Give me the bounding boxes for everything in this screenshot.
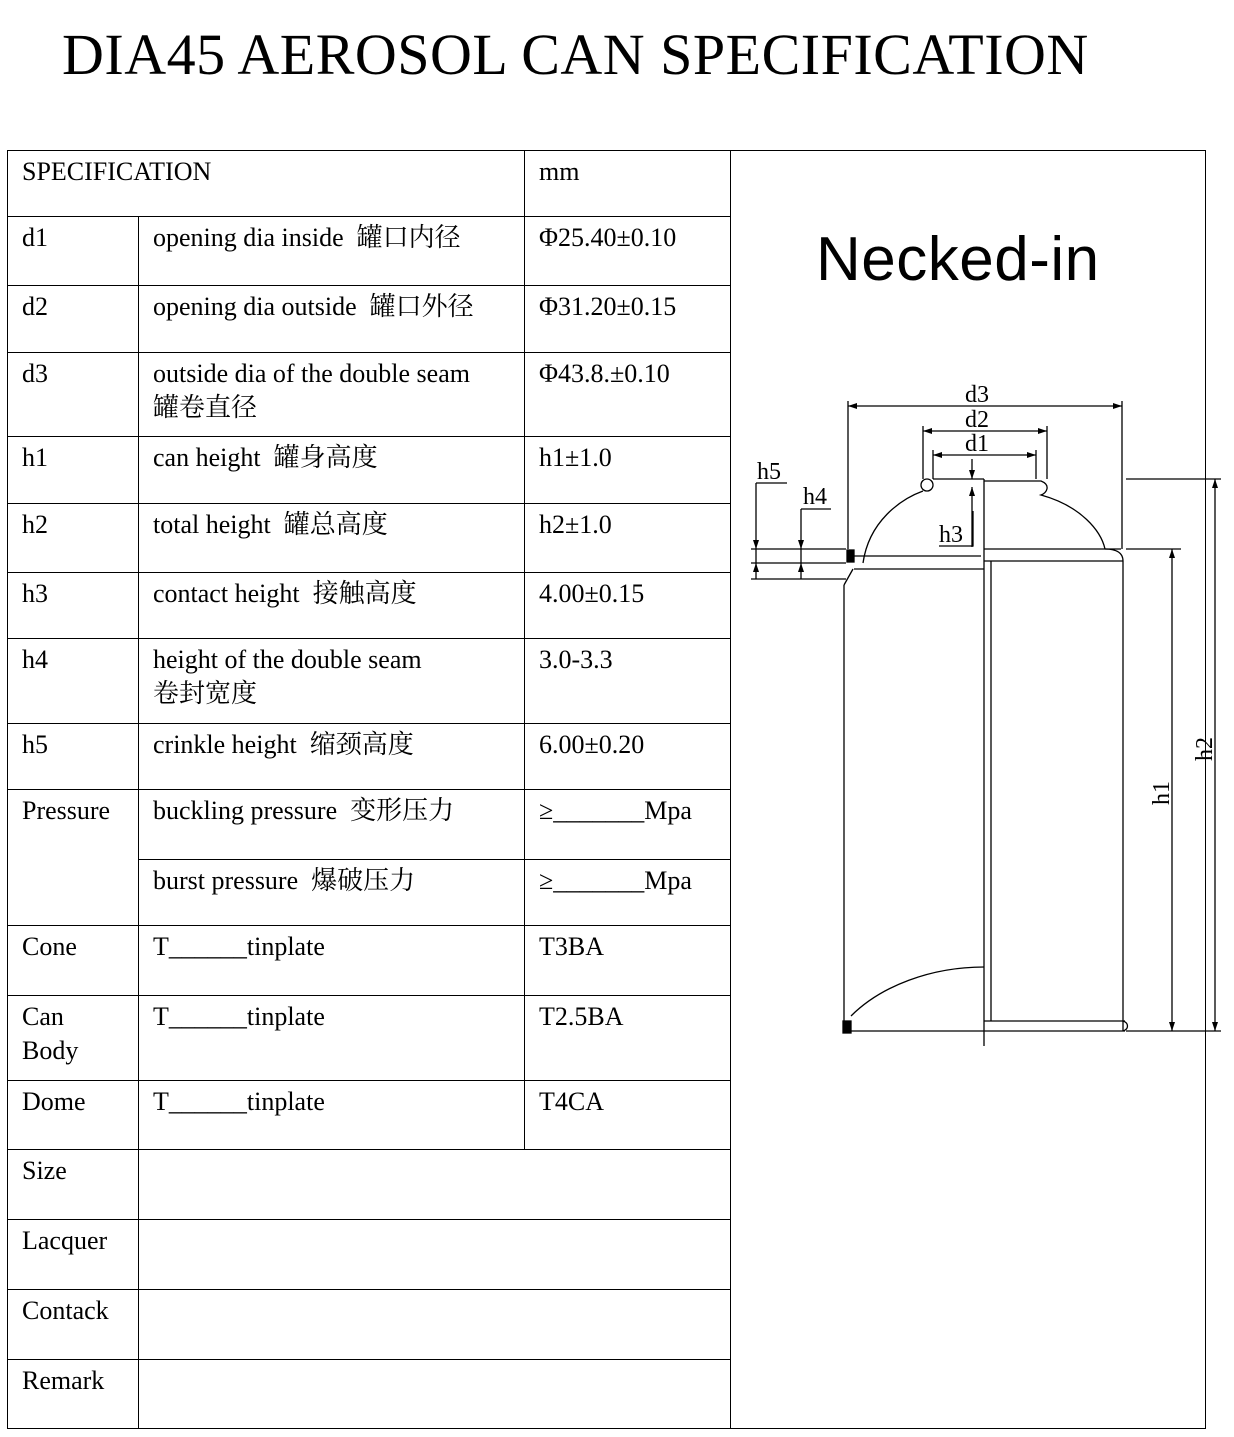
row-desc-cn: 罐总高度 xyxy=(283,510,388,539)
specification-table xyxy=(7,150,1218,1429)
h4-label: h4 xyxy=(803,484,827,510)
row-code: h2 xyxy=(8,504,139,573)
row-desc: opening dia inside xyxy=(153,223,344,252)
pressure-label: Pressure xyxy=(8,790,139,926)
d3-label: d3 xyxy=(965,382,989,408)
row-value: h1±1.0 xyxy=(525,437,731,504)
contack-value[interactable] xyxy=(139,1290,731,1360)
row-code: h3 xyxy=(8,573,139,639)
buckling-desc-cn: 变形压力 xyxy=(350,796,455,825)
can-diagram xyxy=(731,151,1218,1431)
buckling-value: ≥_______Mpa xyxy=(525,790,731,860)
burst-desc-cn: 爆破压力 xyxy=(311,866,416,895)
d2-label: d2 xyxy=(965,407,989,433)
burst-desc: burst pressure xyxy=(153,866,299,895)
row-code: d1 xyxy=(8,217,139,286)
row-desc-cn: 罐口外径 xyxy=(369,292,474,321)
material-value: T4CA xyxy=(525,1081,731,1150)
valve-cup-curl xyxy=(921,479,933,491)
material-spec: T______tinplate xyxy=(139,1081,525,1150)
remark-value[interactable] xyxy=(139,1360,731,1429)
row-desc-cn: 卷封宽度 xyxy=(153,679,258,708)
row-desc: outside dia of the double seam xyxy=(153,359,470,388)
page-title: DIA45 AEROSOL CAN SPECIFICATION xyxy=(62,22,1089,87)
h5-label: h5 xyxy=(757,459,781,485)
row-code: d2 xyxy=(8,286,139,353)
row-value: Φ31.20±0.15 xyxy=(525,286,731,353)
h2-label: h2 xyxy=(1192,737,1218,761)
row-code: h1 xyxy=(8,437,139,504)
remark-label: Remark xyxy=(8,1360,139,1429)
row-desc-cn: 缩颈高度 xyxy=(309,730,414,759)
row-desc: opening dia outside xyxy=(153,292,357,321)
row-desc: contact height xyxy=(153,579,300,608)
burst-value: ≥_______Mpa xyxy=(525,860,731,926)
material-value: T3BA xyxy=(525,926,731,996)
row-desc: crinkle height xyxy=(153,730,297,759)
row-value: 3.0-3.3 xyxy=(525,639,731,724)
row-code: h4 xyxy=(8,639,139,724)
row-desc-cn: 罐口内径 xyxy=(356,223,461,252)
row-desc-cn: 罐身高度 xyxy=(273,443,378,472)
row-desc: can height xyxy=(153,443,261,472)
can-drawing-panel xyxy=(731,151,1218,1429)
bottom-dome xyxy=(851,967,984,1016)
row-desc-cn: 罐卷直径 xyxy=(153,393,258,422)
row-value: 6.00±0.20 xyxy=(525,724,731,790)
row-value: Φ25.40±0.10 xyxy=(525,217,731,286)
size-value[interactable] xyxy=(139,1150,731,1220)
shoulder-seam-marker xyxy=(847,550,854,562)
contack-label: Contack xyxy=(8,1290,139,1360)
lacquer-label: Lacquer xyxy=(8,1220,139,1290)
size-label: Size xyxy=(8,1150,139,1220)
material-spec: T______tinplate xyxy=(139,926,525,996)
row-desc: height of the double seam xyxy=(153,645,422,674)
spec-header-label: SPECIFICATION xyxy=(8,151,525,217)
dome-curve-right xyxy=(984,481,1105,549)
row-desc-cn: 接触高度 xyxy=(312,579,417,608)
row-desc: total height xyxy=(153,510,271,539)
drawing-title: Necked-in xyxy=(816,225,1100,294)
row-value: 4.00±0.15 xyxy=(525,573,731,639)
unit-header-label: mm xyxy=(525,151,731,217)
row-code: h5 xyxy=(8,724,139,790)
row-value: h2±1.0 xyxy=(525,504,731,573)
h3-label: h3 xyxy=(939,522,963,548)
buckling-desc: buckling pressure xyxy=(153,796,338,825)
lacquer-value[interactable] xyxy=(139,1220,731,1290)
material-part: Can Body xyxy=(8,996,139,1081)
d1-label: d1 xyxy=(965,431,989,457)
bottom-seam-marker xyxy=(843,1021,851,1033)
material-spec: T______tinplate xyxy=(139,996,525,1081)
material-part: Cone xyxy=(8,926,139,996)
material-value: T2.5BA xyxy=(525,996,731,1081)
material-part: Dome xyxy=(8,1081,139,1150)
row-code: d3 xyxy=(8,353,139,437)
row-value: Φ43.8.±0.10 xyxy=(525,353,731,437)
h1-label: h1 xyxy=(1149,781,1175,805)
dome-curve-left xyxy=(863,491,923,563)
